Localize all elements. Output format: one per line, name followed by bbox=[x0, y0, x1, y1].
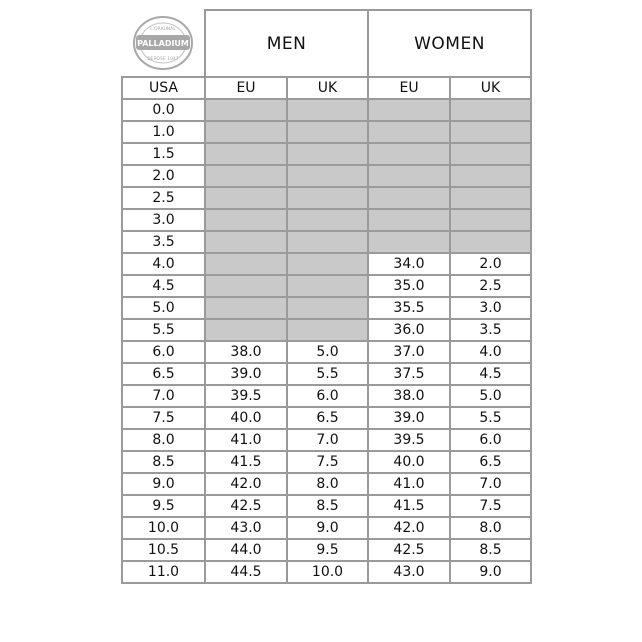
women-uk-cell bbox=[450, 231, 531, 253]
table-row bbox=[122, 539, 531, 561]
men-eu-cell bbox=[205, 231, 287, 253]
size-chart bbox=[121, 9, 530, 635]
men-uk-cell bbox=[287, 99, 368, 121]
men-eu-cell: 44.0 bbox=[205, 539, 287, 561]
men-eu-cell bbox=[205, 121, 287, 143]
women-eu-cell: 42.0 bbox=[368, 517, 450, 539]
women-uk-cell bbox=[450, 121, 531, 143]
men-eu-cell: 42.0 bbox=[205, 473, 287, 495]
men-uk-cell bbox=[287, 143, 368, 165]
men-uk-cell: 9.5 bbox=[287, 539, 368, 561]
men-header: MEN bbox=[205, 10, 368, 77]
table-row bbox=[122, 231, 531, 253]
women-eu-cell: 39.0 bbox=[368, 407, 450, 429]
women-uk-cell: 9.0 bbox=[450, 561, 531, 583]
usa-cell: 11.0 bbox=[122, 561, 205, 583]
women-uk-cell bbox=[450, 99, 531, 121]
men-uk-cell bbox=[287, 165, 368, 187]
men-eu-cell bbox=[205, 143, 287, 165]
usa-header: USA bbox=[122, 77, 205, 99]
men-eu-cell: 41.0 bbox=[205, 429, 287, 451]
women-uk-cell: 3.5 bbox=[450, 319, 531, 341]
women-eu-cell: 34.0 bbox=[368, 253, 450, 275]
men-uk-cell: 8.5 bbox=[287, 495, 368, 517]
men-uk-header: UK bbox=[287, 77, 368, 99]
table-row bbox=[122, 517, 531, 539]
svg-text:L'ORIGINAL: L'ORIGINAL bbox=[150, 27, 176, 32]
men-uk-cell: 7.0 bbox=[287, 429, 368, 451]
men-eu-cell bbox=[205, 275, 287, 297]
women-eu-cell bbox=[368, 121, 450, 143]
men-eu-cell bbox=[205, 209, 287, 231]
men-uk-cell: 7.5 bbox=[287, 451, 368, 473]
usa-cell: 8.0 bbox=[122, 429, 205, 451]
women-eu-cell: 41.0 bbox=[368, 473, 450, 495]
usa-cell: 4.5 bbox=[122, 275, 205, 297]
usa-cell: 6.0 bbox=[122, 341, 205, 363]
men-eu-cell: 39.5 bbox=[205, 385, 287, 407]
table-row bbox=[122, 297, 531, 319]
usa-cell: 7.0 bbox=[122, 385, 205, 407]
table-row bbox=[122, 429, 531, 451]
men-uk-cell: 10.0 bbox=[287, 561, 368, 583]
women-uk-cell bbox=[450, 209, 531, 231]
women-eu-cell bbox=[368, 209, 450, 231]
usa-cell: 9.5 bbox=[122, 495, 205, 517]
table-row bbox=[122, 121, 531, 143]
usa-cell: 2.5 bbox=[122, 187, 205, 209]
usa-cell: 10.5 bbox=[122, 539, 205, 561]
table-row bbox=[122, 495, 531, 517]
women-uk-cell: 5.5 bbox=[450, 407, 531, 429]
women-eu-cell: 42.5 bbox=[368, 539, 450, 561]
men-eu-cell: 40.0 bbox=[205, 407, 287, 429]
women-uk-cell: 8.0 bbox=[450, 517, 531, 539]
svg-text:PALLADIUM: PALLADIUM bbox=[137, 39, 189, 48]
table-row bbox=[122, 143, 531, 165]
usa-cell: 5.5 bbox=[122, 319, 205, 341]
men-eu-cell: 41.5 bbox=[205, 451, 287, 473]
size-table bbox=[121, 9, 532, 584]
women-eu-cell: 39.5 bbox=[368, 429, 450, 451]
usa-cell: 6.5 bbox=[122, 363, 205, 385]
women-eu-cell bbox=[368, 165, 450, 187]
women-uk-header: UK bbox=[450, 77, 531, 99]
men-uk-cell: 5.5 bbox=[287, 363, 368, 385]
women-uk-cell: 5.0 bbox=[450, 385, 531, 407]
men-uk-cell bbox=[287, 275, 368, 297]
men-eu-cell bbox=[205, 319, 287, 341]
men-eu-cell: 44.5 bbox=[205, 561, 287, 583]
women-eu-cell: 37.0 bbox=[368, 341, 450, 363]
usa-cell: 9.0 bbox=[122, 473, 205, 495]
women-eu-cell: 41.5 bbox=[368, 495, 450, 517]
men-uk-cell bbox=[287, 297, 368, 319]
men-eu-cell bbox=[205, 99, 287, 121]
women-eu-header: EU bbox=[368, 77, 450, 99]
men-uk-cell: 9.0 bbox=[287, 517, 368, 539]
table-row bbox=[122, 209, 531, 231]
table-row bbox=[122, 319, 531, 341]
women-uk-cell: 3.0 bbox=[450, 297, 531, 319]
men-uk-cell: 6.5 bbox=[287, 407, 368, 429]
men-uk-cell bbox=[287, 187, 368, 209]
table-row bbox=[122, 187, 531, 209]
men-eu-cell bbox=[205, 187, 287, 209]
usa-cell: 3.5 bbox=[122, 231, 205, 253]
men-eu-cell: 39.0 bbox=[205, 363, 287, 385]
women-eu-cell bbox=[368, 231, 450, 253]
usa-cell: 7.5 bbox=[122, 407, 205, 429]
usa-cell: 2.0 bbox=[122, 165, 205, 187]
usa-cell: 4.0 bbox=[122, 253, 205, 275]
table-row bbox=[122, 99, 531, 121]
women-uk-cell: 7.5 bbox=[450, 495, 531, 517]
men-eu-header: EU bbox=[205, 77, 287, 99]
usa-cell: 8.5 bbox=[122, 451, 205, 473]
men-uk-cell bbox=[287, 319, 368, 341]
column-header-row bbox=[122, 77, 531, 99]
usa-cell: 1.5 bbox=[122, 143, 205, 165]
men-uk-cell bbox=[287, 121, 368, 143]
usa-cell: 0.0 bbox=[122, 99, 205, 121]
men-eu-cell bbox=[205, 253, 287, 275]
women-eu-cell: 35.0 bbox=[368, 275, 450, 297]
men-uk-cell bbox=[287, 253, 368, 275]
table-row bbox=[122, 473, 531, 495]
gender-header-row bbox=[122, 10, 531, 77]
table-row bbox=[122, 275, 531, 297]
women-uk-cell bbox=[450, 143, 531, 165]
table-row bbox=[122, 407, 531, 429]
women-eu-cell: 43.0 bbox=[368, 561, 450, 583]
men-uk-cell bbox=[287, 209, 368, 231]
women-eu-cell bbox=[368, 99, 450, 121]
women-eu-cell: 36.0 bbox=[368, 319, 450, 341]
women-uk-cell: 2.5 bbox=[450, 275, 531, 297]
men-uk-cell: 8.0 bbox=[287, 473, 368, 495]
men-uk-cell: 5.0 bbox=[287, 341, 368, 363]
men-uk-cell bbox=[287, 231, 368, 253]
usa-cell: 5.0 bbox=[122, 297, 205, 319]
men-uk-cell: 6.0 bbox=[287, 385, 368, 407]
women-header: WOMEN bbox=[368, 10, 531, 77]
logo-cell bbox=[122, 10, 205, 77]
svg-text:DEPOSE 1947: DEPOSE 1947 bbox=[147, 57, 179, 62]
women-uk-cell: 2.0 bbox=[450, 253, 531, 275]
women-eu-cell: 37.5 bbox=[368, 363, 450, 385]
women-eu-cell bbox=[368, 187, 450, 209]
table-row bbox=[122, 561, 531, 583]
men-eu-cell: 42.5 bbox=[205, 495, 287, 517]
men-eu-cell bbox=[205, 297, 287, 319]
table-row bbox=[122, 253, 531, 275]
women-uk-cell: 6.0 bbox=[450, 429, 531, 451]
women-eu-cell: 40.0 bbox=[368, 451, 450, 473]
women-eu-cell bbox=[368, 143, 450, 165]
women-uk-cell: 4.5 bbox=[450, 363, 531, 385]
table-row bbox=[122, 165, 531, 187]
table-row bbox=[122, 363, 531, 385]
women-uk-cell bbox=[450, 187, 531, 209]
women-uk-cell: 6.5 bbox=[450, 451, 531, 473]
table-row bbox=[122, 451, 531, 473]
table-row bbox=[122, 341, 531, 363]
women-uk-cell: 4.0 bbox=[450, 341, 531, 363]
men-eu-cell bbox=[205, 165, 287, 187]
usa-cell: 10.0 bbox=[122, 517, 205, 539]
men-eu-cell: 38.0 bbox=[205, 341, 287, 363]
women-uk-cell: 7.0 bbox=[450, 473, 531, 495]
table-row bbox=[122, 385, 531, 407]
women-uk-cell bbox=[450, 165, 531, 187]
men-eu-cell: 43.0 bbox=[205, 517, 287, 539]
women-eu-cell: 38.0 bbox=[368, 385, 450, 407]
usa-cell: 1.0 bbox=[122, 121, 205, 143]
women-eu-cell: 35.5 bbox=[368, 297, 450, 319]
women-uk-cell: 8.5 bbox=[450, 539, 531, 561]
usa-cell: 3.0 bbox=[122, 209, 205, 231]
